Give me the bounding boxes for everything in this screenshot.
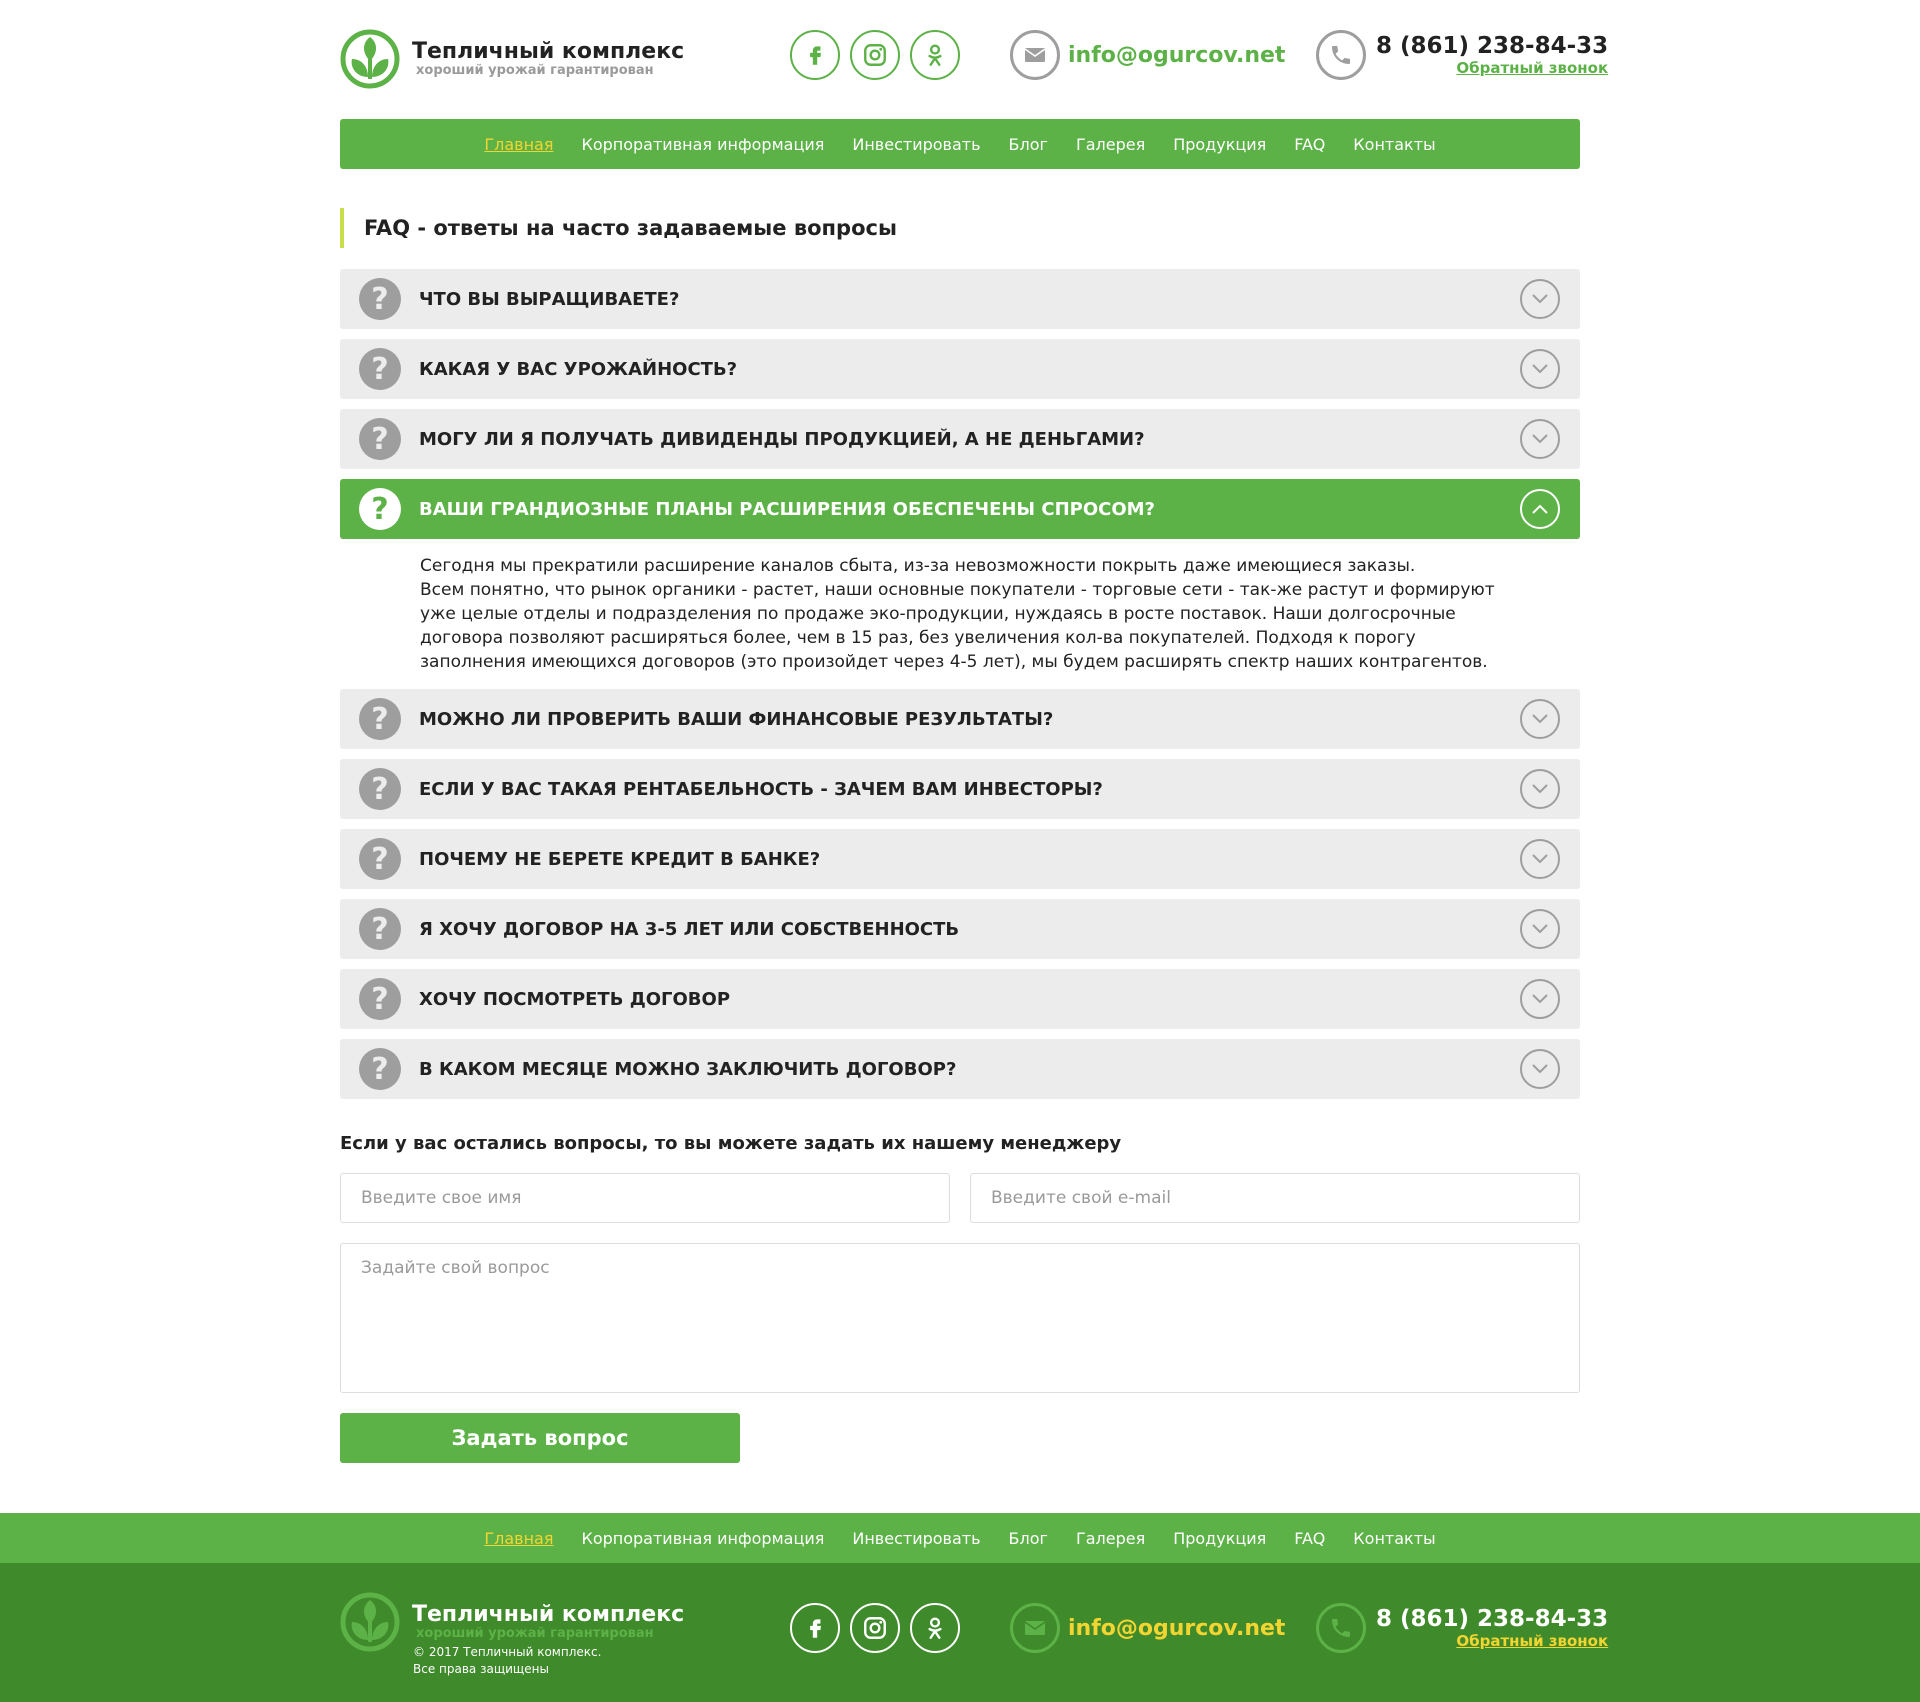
footer-email-link[interactable]: info@ogurcov.net [1068, 1615, 1286, 1641]
question-icon: ? [359, 418, 401, 460]
faq-question: КАКАЯ У ВАС УРОЖАЙНОСТЬ? [419, 358, 738, 380]
mail-icon [1010, 1603, 1060, 1653]
chevron-down-icon[interactable] [1520, 839, 1560, 879]
nav-item-blog[interactable]: Блог [1008, 134, 1048, 154]
answer-line: Всем понятно, что рынок органики - растет, наши основные покупатели - торговые сети - так-же растут и формируют [420, 580, 1495, 600]
question-textarea[interactable] [340, 1243, 1580, 1393]
instagram-icon[interactable] [850, 30, 900, 80]
instagram-icon[interactable] [850, 1603, 900, 1653]
header-socials [790, 30, 970, 80]
page-title: FAQ - ответы на часто задаваемые вопросы [340, 208, 897, 248]
mail-icon [1010, 30, 1060, 80]
question-icon: ? [359, 978, 401, 1020]
chevron-up-icon[interactable] [1520, 489, 1560, 529]
header-logo[interactable] [340, 29, 684, 89]
faq-item[interactable] [340, 269, 1580, 329]
footer-brand-title: Тепличный комплекс [412, 1602, 685, 1627]
copyright-line: © 2017 Тепличный комплекс. [413, 1645, 602, 1659]
footer-email[interactable] [1010, 1603, 1285, 1653]
footer-logo[interactable] [340, 1592, 684, 1652]
brand-subtitle: хороший урожай гарантирован [416, 63, 654, 78]
phone-icon [1316, 1603, 1366, 1653]
answer-line: заполнения имеющихся договоров (это произойдет через 4-5 лет), мы будем расширять спектр наших контрагентов. [420, 652, 1488, 672]
faq-item[interactable] [340, 969, 1580, 1029]
faq-question: МОГУ ЛИ Я ПОЛУЧАТЬ ДИВИДЕНДЫ ПРОДУКЦИЕЙ, А НЕ ДЕНЬГАМИ? [419, 428, 1145, 450]
question-icon: ? [359, 348, 401, 390]
submit-question-button[interactable]: Задать вопрос [340, 1413, 740, 1463]
chevron-down-icon[interactable] [1520, 349, 1560, 389]
faq-item[interactable] [340, 689, 1580, 749]
question-icon: ? [359, 278, 401, 320]
footer-nav-item-faq[interactable]: FAQ [1294, 1528, 1326, 1548]
footer [0, 1563, 1920, 1702]
footer-nav-item-corporate[interactable]: Корпоративная информация [581, 1528, 825, 1548]
faq-item[interactable] [340, 1039, 1580, 1099]
main-nav [340, 119, 1580, 169]
question-icon: ? [359, 488, 401, 530]
phone-icon [1316, 30, 1366, 80]
footer-phone [1316, 1603, 1608, 1653]
footer-nav-item-home[interactable]: Главная [484, 1528, 554, 1548]
faq-item[interactable] [340, 759, 1580, 819]
header-email[interactable] [1010, 30, 1285, 80]
chevron-down-icon[interactable] [1520, 1049, 1560, 1089]
copyright [413, 1644, 601, 1678]
question-icon: ? [359, 1048, 401, 1090]
leaf-logo-icon [340, 29, 400, 89]
question-icon: ? [359, 768, 401, 810]
facebook-icon[interactable] [790, 1603, 840, 1653]
nav-item-contacts[interactable]: Контакты [1353, 134, 1436, 154]
phone-number[interactable]: 8 (861) 238-84-33 [1376, 33, 1609, 59]
question-icon: ? [359, 838, 401, 880]
email-link[interactable]: info@ogurcov.net [1068, 42, 1286, 68]
answer-line: Сегодня мы прекратили расширение каналов сбыта, из-за невозможности покрыть даже имеющиеся заказы. [420, 556, 1416, 576]
faq-answer [420, 554, 1530, 674]
form-title: Если у вас остались вопросы, то вы можете задать их нашему менеджеру [340, 1133, 1122, 1154]
question-icon: ? [359, 698, 401, 740]
odnoklassniki-icon[interactable] [910, 1603, 960, 1653]
faq-item[interactable] [340, 339, 1580, 399]
faq-item[interactable] [340, 409, 1580, 469]
footer-brand-subtitle: хороший урожай гарантирован [416, 1626, 654, 1641]
nav-item-corporate[interactable]: Корпоративная информация [581, 134, 825, 154]
faq-question: ПОЧЕМУ НЕ БЕРЕТЕ КРЕДИТ В БАНКЕ? [419, 848, 821, 870]
faq-item[interactable] [340, 829, 1580, 889]
faq-question: В КАКОМ МЕСЯЦЕ МОЖНО ЗАКЛЮЧИТЬ ДОГОВОР? [419, 1058, 957, 1080]
odnoklassniki-icon[interactable] [910, 30, 960, 80]
footer-nav-item-blog[interactable]: Блог [1008, 1528, 1048, 1548]
faq-question: ЧТО ВЫ ВЫРАЩИВАЕТЕ? [419, 288, 680, 310]
answer-line: договора позволяют расширяться более, чем в 15 раз, без увеличения кол-ва покупателей. Подходя к порогу [420, 628, 1416, 648]
chevron-down-icon[interactable] [1520, 419, 1560, 459]
faq-item-open[interactable] [340, 479, 1580, 539]
nav-item-products[interactable]: Продукция [1173, 134, 1267, 154]
chevron-down-icon[interactable] [1520, 279, 1560, 319]
footer-nav-item-contacts[interactable]: Контакты [1353, 1528, 1436, 1548]
answer-line: уже целые отделы и подразделения по продаже эко-продукции, нуждаясь в росте поставок. Наши долгосрочные [420, 604, 1456, 624]
faq-question: ЕСЛИ У ВАС ТАКАЯ РЕНТАБЕЛЬНОСТЬ - ЗАЧЕМ ВАМ ИНВЕСТОРЫ? [419, 778, 1103, 800]
footer-phone-number[interactable]: 8 (861) 238-84-33 [1376, 1606, 1609, 1632]
chevron-down-icon[interactable] [1520, 699, 1560, 739]
header-phone [1316, 30, 1608, 80]
footer-nav-item-gallery[interactable]: Галерея [1075, 1528, 1146, 1548]
chevron-down-icon[interactable] [1520, 979, 1560, 1019]
footer-nav-item-products[interactable]: Продукция [1173, 1528, 1267, 1548]
footer-callback-link[interactable]: Обратный звонок [1456, 1632, 1609, 1650]
footer-nav [0, 1513, 1920, 1563]
faq-question: МОЖНО ЛИ ПРОВЕРИТЬ ВАШИ ФИНАНСОВЫЕ РЕЗУЛЬТАТЫ? [419, 708, 1054, 730]
footer-nav-item-invest[interactable]: Инвестировать [852, 1528, 981, 1548]
brand-title: Тепличный комплекс [412, 39, 685, 64]
nav-item-gallery[interactable]: Галерея [1075, 134, 1146, 154]
nav-item-invest[interactable]: Инвестировать [852, 134, 981, 154]
email-input[interactable] [970, 1173, 1580, 1223]
copyright-line: Все права защищены [413, 1662, 549, 1676]
footer-socials [790, 1603, 970, 1653]
callback-link[interactable]: Обратный звонок [1456, 59, 1609, 77]
chevron-down-icon[interactable] [1520, 769, 1560, 809]
faq-question: ХОЧУ ПОСМОТРЕТЬ ДОГОВОР [419, 988, 731, 1010]
leaf-logo-icon [340, 1592, 400, 1652]
faq-question: Я ХОЧУ ДОГОВОР НА 3-5 ЛЕТ ИЛИ СОБСТВЕННОСТЬ [419, 918, 960, 940]
nav-item-home[interactable]: Главная [484, 134, 554, 154]
faq-question: ВАШИ ГРАНДИОЗНЫЕ ПЛАНЫ РАСШИРЕНИЯ ОБЕСПЕЧЕНЫ СПРОСОМ? [419, 498, 1155, 520]
facebook-icon[interactable] [790, 30, 840, 80]
faq-item[interactable] [340, 899, 1580, 959]
chevron-down-icon[interactable] [1520, 909, 1560, 949]
nav-item-faq[interactable]: FAQ [1294, 134, 1326, 154]
name-input[interactable] [340, 1173, 950, 1223]
question-icon: ? [359, 908, 401, 950]
